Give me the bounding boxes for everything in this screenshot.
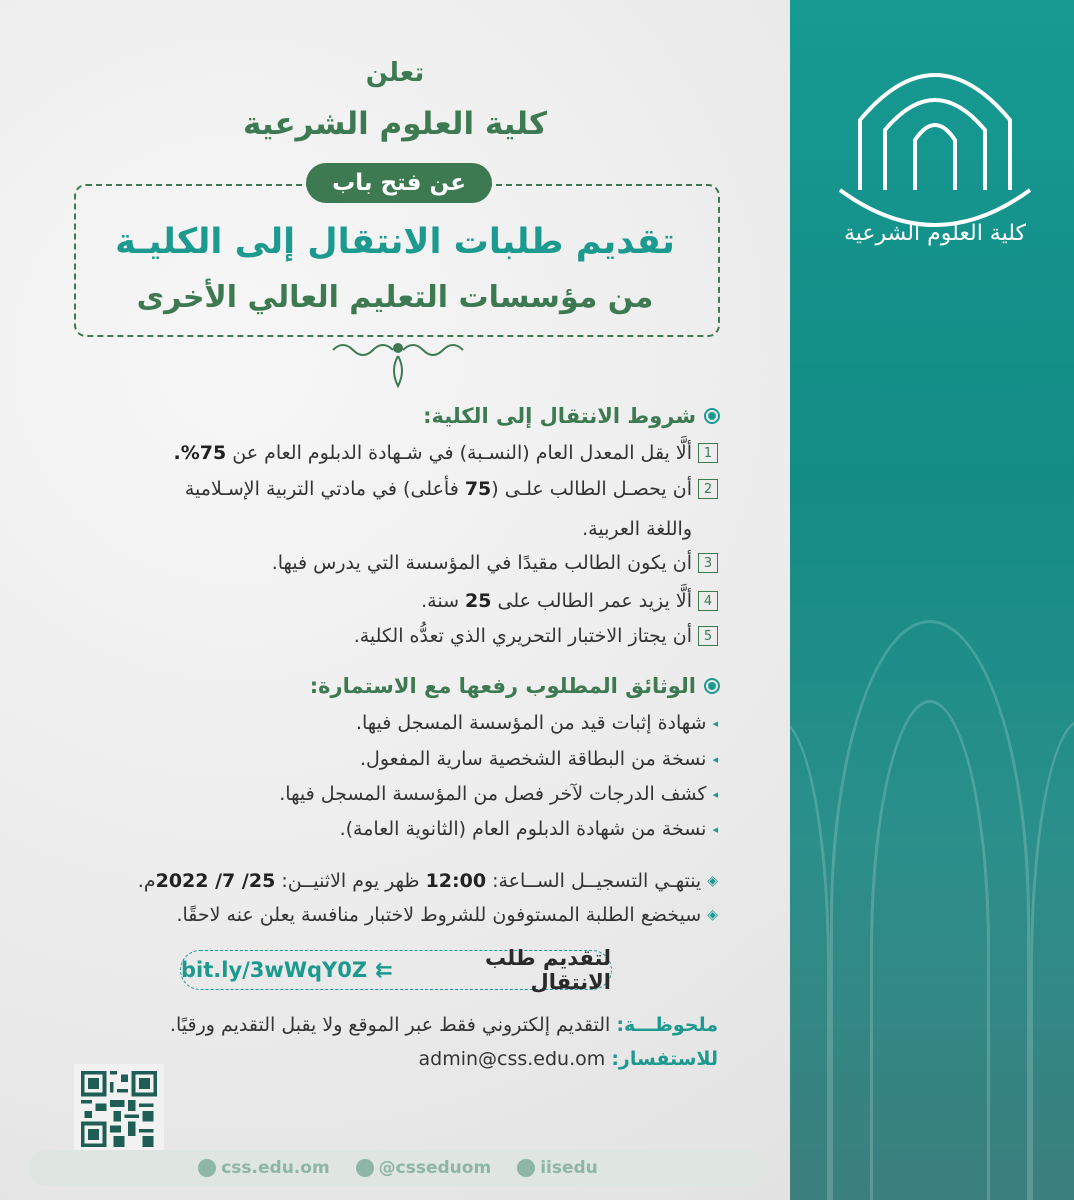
document-text: شهادة إثبات قيد من المؤسسة المسجل فيها.: [355, 712, 707, 734]
condition-bold: 25: [465, 590, 492, 612]
arch-decoration: [790, 720, 830, 1200]
arch-decoration: [870, 700, 990, 1200]
condition-text: فأعلى) في مادتي التربية الإسـلامية: [184, 478, 465, 500]
condition-item: [185, 478, 718, 500]
item-number: 3: [698, 553, 718, 573]
item-number: 5: [698, 626, 718, 646]
condition-text: سنة.: [421, 590, 466, 612]
headline-line1: تقديم طلبات الانتقال إلى الكليـة: [115, 222, 675, 262]
condition-item: [421, 590, 718, 612]
twitter-link[interactable]: [356, 1158, 492, 1178]
notice-text: م.: [137, 870, 156, 892]
twitter-text: @csseduom: [378, 1158, 492, 1178]
triangle-bullet-icon: ◂: [712, 787, 718, 801]
note-text: التقديم إلكتروني فقط عبر الموقع ولا يقبل التقديم ورقيًا.: [169, 1014, 617, 1036]
website-text: css.edu.om: [221, 1158, 330, 1178]
youtube-link[interactable]: [517, 1158, 598, 1178]
qr-code[interactable]: [74, 1064, 164, 1158]
condition-text: أن يحصـل الطالب علـى (: [491, 478, 692, 500]
apply-link[interactable]: [180, 946, 612, 994]
documents-heading: [310, 674, 720, 698]
footer-bar: [28, 1150, 768, 1186]
globe-icon: [198, 1159, 216, 1177]
inquiry-label: للاستفسار:: [611, 1048, 718, 1070]
note-label: ملحوظـــة:: [616, 1014, 718, 1036]
document-item: [279, 783, 718, 805]
mosque-image-panel: [790, 0, 1074, 1200]
document-text: نسخة من شهادة الدبلوم العام (الثانوية العامة).: [339, 818, 707, 840]
condition-bold: 75: [464, 478, 492, 500]
documents-title: الوثائق المطلوب رفعها مع الاستمارة:: [309, 674, 696, 698]
notice-text: سيخضع الطلبة المستوفون للشروط لاختبار منافسة يعلن عنه لاحقًا.: [176, 904, 702, 926]
exam-notice: [176, 904, 718, 926]
college-name: كلية العلوم الشرعية: [242, 106, 548, 142]
document-item: [340, 818, 718, 840]
diamond-bullet-icon: ◈: [707, 873, 718, 889]
notice-text: ظهر يوم الاثنيــن:: [275, 870, 426, 892]
youtube-text: iisedu: [540, 1158, 598, 1178]
apply-url[interactable]: bit.ly/3wWqY0Z: [181, 958, 368, 982]
deadline-date: 25/ 7/ 2022: [155, 870, 276, 892]
condition-item: [354, 625, 718, 647]
condition-text: ألَّا يقل المعدل العام (النسـبة) في شـهادة الدبلوم العام عن: [226, 442, 692, 464]
ornament-divider: [328, 336, 468, 390]
condition-text: ألَّا يزيد عمر الطالب على: [491, 590, 692, 612]
condition-item: [173, 442, 718, 464]
bullet-circle-icon: [704, 678, 720, 694]
condition-text: أن يجتاز الاختبار التحريري الذي تعدُّه الكلية.: [353, 625, 692, 647]
condition-text: أن يكون الطالب مقيدًا في المؤسسة التي يدرس فيها.: [271, 552, 692, 574]
deadline-notice: [138, 870, 718, 892]
conditions-title: شروط الانتقال إلى الكلية:: [423, 404, 696, 428]
headline-line2: من مؤسسات التعليم العالي الأخرى: [136, 280, 654, 315]
note-line: [170, 1014, 718, 1036]
document-text: نسخة من البطاقة الشخصية سارية المفعول.: [359, 748, 707, 770]
college-logo: [820, 40, 1050, 280]
arrow-icon: ⇇: [375, 958, 393, 982]
announces-text: تعلن: [365, 58, 425, 88]
notice-text: ينتهـي التسجيــل الســاعة:: [486, 870, 702, 892]
condition-bold: 75%.: [173, 442, 227, 464]
condition-item: [272, 552, 718, 574]
document-item: [356, 712, 718, 734]
bullet-circle-icon: [704, 408, 720, 424]
document-item: [360, 748, 718, 770]
website-link[interactable]: [198, 1158, 329, 1178]
inquiry-email[interactable]: admin@css.edu.om: [418, 1048, 606, 1070]
logo-text: كلية العلوم الشرعية: [843, 221, 1027, 246]
triangle-bullet-icon: ◂: [712, 822, 718, 836]
twitter-icon: [356, 1159, 374, 1177]
apply-label: لتقديم طلب الانتقال: [485, 946, 611, 994]
triangle-bullet-icon: ◂: [712, 716, 718, 730]
inquiry-line: [418, 1048, 718, 1070]
item-number: 2: [698, 479, 718, 499]
item-number: 4: [698, 591, 718, 611]
diamond-bullet-icon: ◈: [707, 907, 718, 923]
arch-decoration: [1030, 720, 1074, 1200]
youtube-icon: [517, 1159, 535, 1177]
condition-continuation: واللغة العربية.: [582, 518, 692, 540]
conditions-heading: [423, 404, 720, 428]
triangle-bullet-icon: ◂: [712, 752, 718, 766]
item-number: 1: [698, 443, 718, 463]
document-text: كشف الدرجات لآخر فصل من المؤسسة المسجل فيها.: [279, 783, 707, 805]
opening-badge: عن فتح باب: [306, 163, 492, 203]
deadline-time: 12:00: [425, 870, 487, 892]
